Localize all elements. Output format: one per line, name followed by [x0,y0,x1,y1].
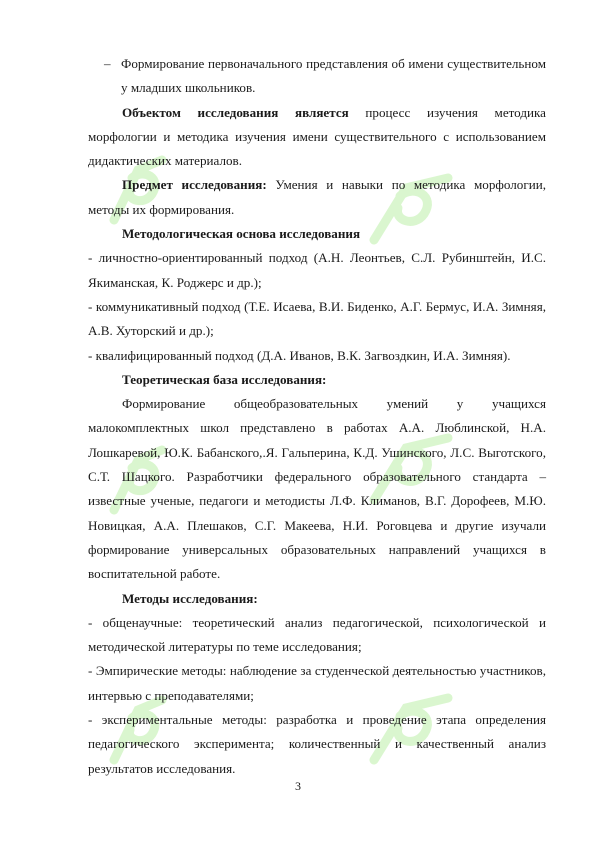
theory-heading: Теоретическая база исследования: [122,371,327,387]
subject-paragraph [88,173,546,222]
methods-heading: Методы исследования: [122,590,258,606]
object-label: Объектом исследования является [122,104,349,120]
intro-list-item-text: Формирование первоначального представления об имени существительном у младших школьников. [121,56,546,96]
methods-item: - общенаучные: теоретический анализ педагогической, психологической и методической литературы по теме исследования; [88,614,546,655]
theory-paragraph: Формирование общеобразовательных умений у учащихся малокомплектных школ представлено в работах А.А. Люблинской, Н.А. Лошкаревой, Ю.К. Бабанского,.Я. Гальперина, К.Д. Ушинского, Л.С. Выготского, С.Т. Шацкого. Разработчики федерального образовательного стандарта – известные ученые, педагоги и методисты Л.Ф. Климанов, В.Г. Дорофеев, М.Ю. Новицкая, А.А. Плешаков, С.Г. Макеева, Н.И. Роговцева и другие изучали формирование универсальных образовательных направлений учащихся в воспитательной работе. [88,396,546,582]
subject-text: Умения и навыки по методика морфологии, методы их формирования. [88,177,546,217]
intro-list-item [88,52,546,101]
methodology-item: - личностно-ориентированный подход (А.Н. Леонтьев, С.Л. Рубинштейн, И.С. Якиманская, К. Роджерс и др.); [88,250,546,290]
page-number: 3 [295,779,301,793]
methodology-item: - коммуникативный подход (Т.Е. Исаева, В.И. Биденко, А.Г. Бермус, И.А. Зимняя, А.В. Хуторский и др.); [88,298,546,339]
methods-item: - экспериментальные методы: разработка и проведение этапа определения педагогического эксперимента; количественный и качественный анализ результатов исследования. [88,712,546,776]
list-dash: – [104,56,111,71]
object-paragraph [88,101,546,174]
methodology-item: - квалифицированный подход (Д.А. Иванов, В.К. Загвоздкин, И.А. Зимняя). [88,347,511,363]
methodology-heading: Методологическая основа исследования [122,226,361,242]
object-text: процесс изучения методика морфологии и методика изучения имени существительного с использованием дидактических материалов. [88,104,546,169]
subject-label: Предмет исследования: [122,177,267,193]
methods-item: - Эмпирические методы: наблюдение за студенческой деятельностью участников, интервью с преподавателями; [88,663,546,703]
page-body [88,52,546,781]
